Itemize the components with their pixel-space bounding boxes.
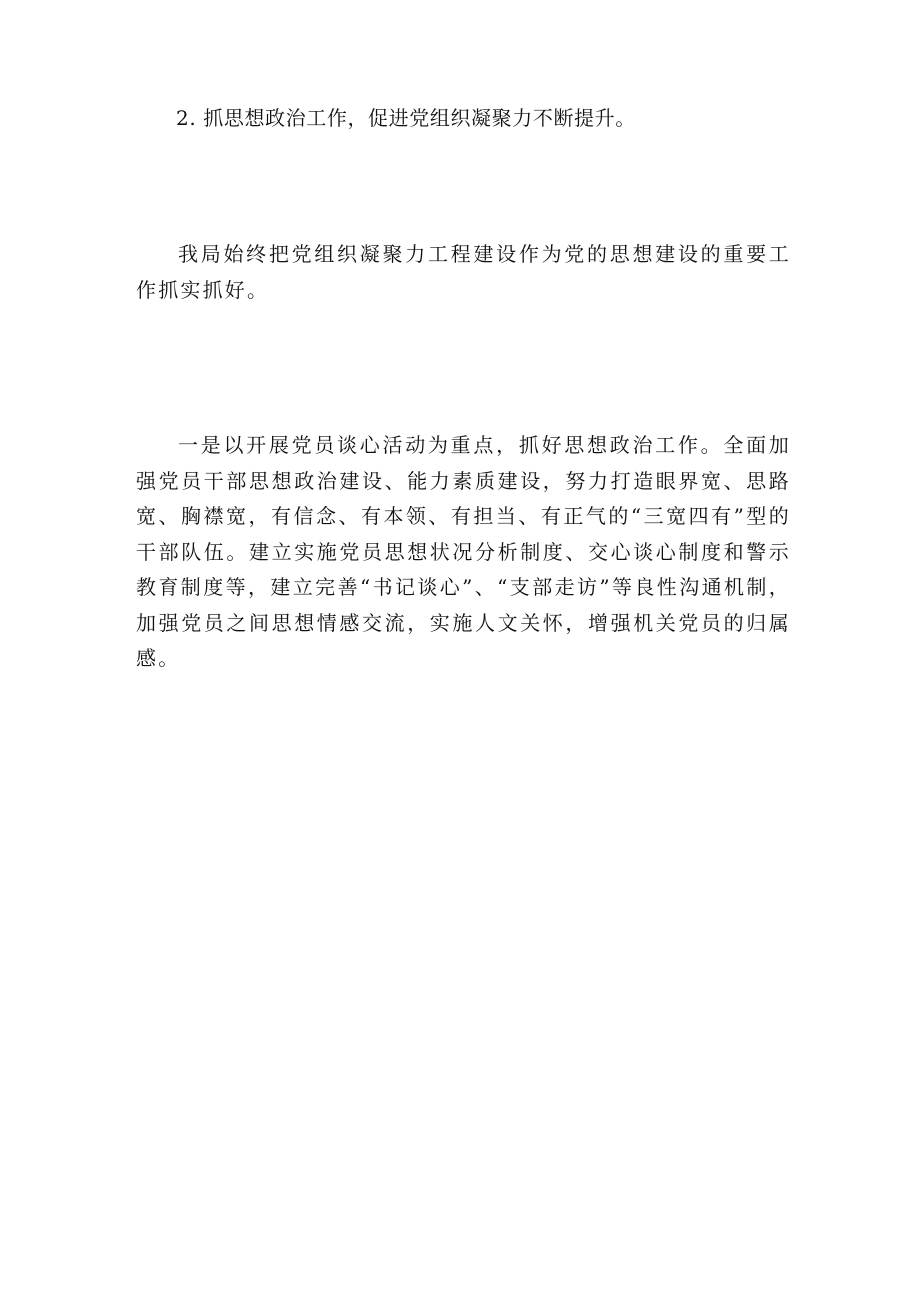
section-heading: 2. 抓思想政治工作，促进党组织凝聚力不断提升。 — [176, 106, 636, 130]
paragraph-talk-activity: 一是以开展党员谈心活动为重点，抓好思想政治工作。全面加强党员干部思想政治建设、能力素质建设，努力打造眼界宽、思路宽、胸襟宽，有信念、有本领、有担当、有正气的“三宽四有”型的干部队伍。建立实施党员思想状况分析制度、交心谈心制度和警示教育制度等，建立完善“书记谈心”、“支部走访”等良性沟通机制，加强党员之间思想情感交流，实施人文关怀，增强机关党员的归属感。 — [136, 433, 791, 670]
paragraph-intro: 我局始终把党组织凝聚力工程建设作为党的思想建设的重要工作抓实抓好。 — [136, 242, 791, 302]
